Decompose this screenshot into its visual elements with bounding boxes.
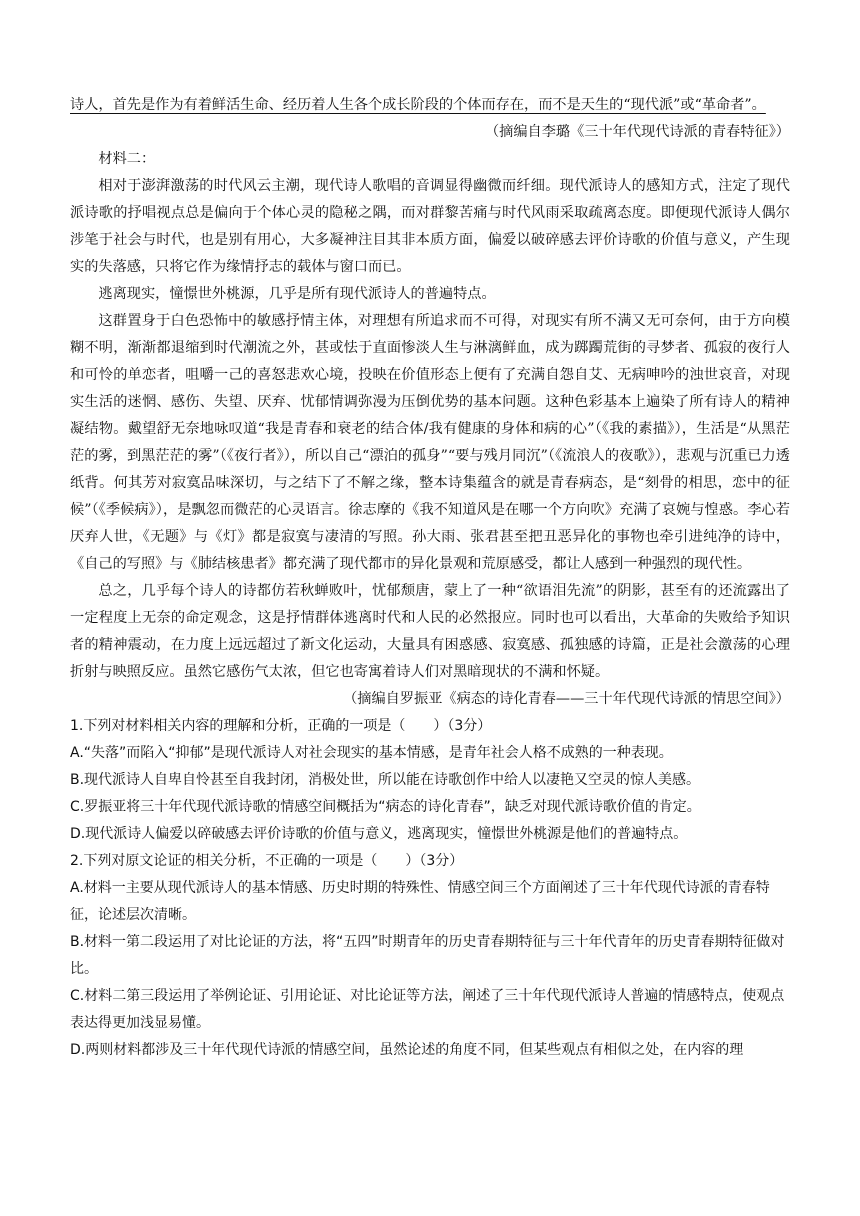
option-b: B.材料一第二段运用了对比论证的方法，将“五四”时期青年的历史青春期特征与三十年代青年的历史青春期特征做对比。 [70, 934, 785, 977]
source-citation-1: （摘编自李璐《三十年代现代诗派的青春特征》） [484, 124, 790, 140]
paragraph-2: 逃离现实，憧憬世外桃源，几乎是所有现代派诗人的普遍特点。 [98, 286, 496, 302]
option-d: D.两则材料都涉及三十年代现代诗派的情感空间，虽然论述的角度不同，但某些观点有相似之处，在内容的理 [70, 1042, 744, 1058]
question-2 [70, 848, 790, 1064]
source-citation-2: （摘编自罗振亚《病态的诗化青春——三十年代现代诗派的情思空间》） [343, 691, 790, 707]
paragraph-3: 这群置身于白色恐怖中的敏感抒情主体，对理想有所追求而不可得，对现实有所不满又无可奈何，由于方向模糊不明，渐渐都退缩到时代潮流之外，甚或怯于直面惨淡人生与淋漓鲜血，成为踯躅荒街的寻梦者、孤寂的夜行人和可怜的单恋者，咀嚼一己的喜怒悲欢心境，投映在价值形态上便有了充满自怨自艾、无病呻吟的浊世哀音，对现实生活的迷惘、感伤、失望、厌弃、忧郁情调弥漫为压倒优势的基本问题。这种色彩基本上遍染了所有诗人的精神凝结物。戴望舒无奈地咏叹道“我是青春和衰老的结合体/我有健康的身体和病的心”（《我的素描》），生活是“从黑茫茫的雾，到黑茫茫的雾”（《夜行者》），所以自己“漂泊的孤身”“要与残月同沉”（《流浪人的夜歌》），悲观与沉重已力透纸背。何其芳对寂寞品味深切，与之结下了不解之缘，整本诗集蕴含的就是青春病态，是“刻骨的相思，恋中的征候”（《季候病》），是飘忽而微茫的心灵语言。徐志摩的《我不知道风是在哪一个方向吹》充满了哀婉与惶惑。李心若厌弃人世，《无题》与《灯》都是寂寞与凄清的写照。孙大雨、张君甚至把丑恶异化的事物也牵引进纯净的诗中，《自己的写照》与《肺结核患者》都充满了现代都市的异化景观和荒原感受，都让人感到一种强烈的现代性。 [70, 313, 790, 572]
intro-paragraph: 诗人，首先是作为有着鲜活生命、经历着人生各个成长阶段的个体而存在，而不是天生的“现代派”或“革命者”。 [70, 97, 766, 113]
document-page [70, 92, 790, 1064]
paragraph-4: 总之，几乎每个诗人的诗都仿若秋蝉败叶，忧郁颓唐，蒙上了一种“欲语泪先流”的阴影，甚至有的还流露出了一定程度上无奈的命定观念，这是抒情群体逃离时代和人民的必然报应。同时也可以看出，大革命的失败给予知识者的精神震动，在力度上远远超过了新文化运动，大量具有困惑感、寂寞感、孤独感的诗篇，正是社会激荡的心理折射与映照反应。虽然它感伤气太浓，但它也寄寓着诗人们对黑暗现状的不满和怀疑。 [70, 583, 790, 680]
option-a: A.“失落”而陷入“抑郁”是现代派诗人对社会现实的基本情感，是青年社会人格不成熟的一种表现。 [70, 745, 673, 761]
option-a: A.材料一主要从现代派诗人的基本情感、历史时期的特殊性、情感空间三个方面阐述了三十年代现代诗派的青春特征，论述层次清晰。 [70, 880, 770, 923]
question-1 [70, 713, 790, 848]
option-d: D.现代派诗人偏爱以碎破感去评价诗歌的价值与意义，逃离现实，憧憬世外桃源是他们的普遍特点。 [70, 826, 688, 842]
option-c: C.罗振亚将三十年代现代派诗歌的情感空间概括为“病态的诗化青春”，缺乏对现代派诗歌价值的肯定。 [70, 799, 701, 815]
question-stem: 1.下列对材料相关内容的理解和分析，正确的一项是（ ）（3分） [70, 718, 492, 734]
option-c: C.材料二第三段运用了举例论证、引用论证、对比论证等方法，阐述了三十年代现代派诗人普遍的情感特点，使观点表达得更加浅显易懂。 [70, 988, 785, 1031]
question-stem: 2.下列对原文论证的相关分析，不正确的一项是（ ）（3分） [70, 853, 464, 869]
material-two-heading: 材料二： [98, 151, 156, 167]
paragraph-1: 相对于澎湃激荡的时代风云主潮，现代诗人歌唱的音调显得幽微而纤细。现代派诗人的感知方式，注定了现代派诗歌的抒唱视点总是偏向于个体心灵的隐秘之隅，而对群黎苦痛与时代风雨采取疏离态度。即便现代派诗人偶尔涉笔于社会与时代，也是别有用心，大多凝神注目其非本质方面，偏爱以破碎感去评价诗歌的价值与意义，产生现实的失落感，只将它作为缘情抒志的载体与窗口而已。 [70, 178, 790, 275]
option-b: B.现代派诗人自卑自怜甚至自我封闭，消极处世，所以能在诗歌创作中给人以凄艳又空灵的惊人美感。 [70, 772, 701, 788]
